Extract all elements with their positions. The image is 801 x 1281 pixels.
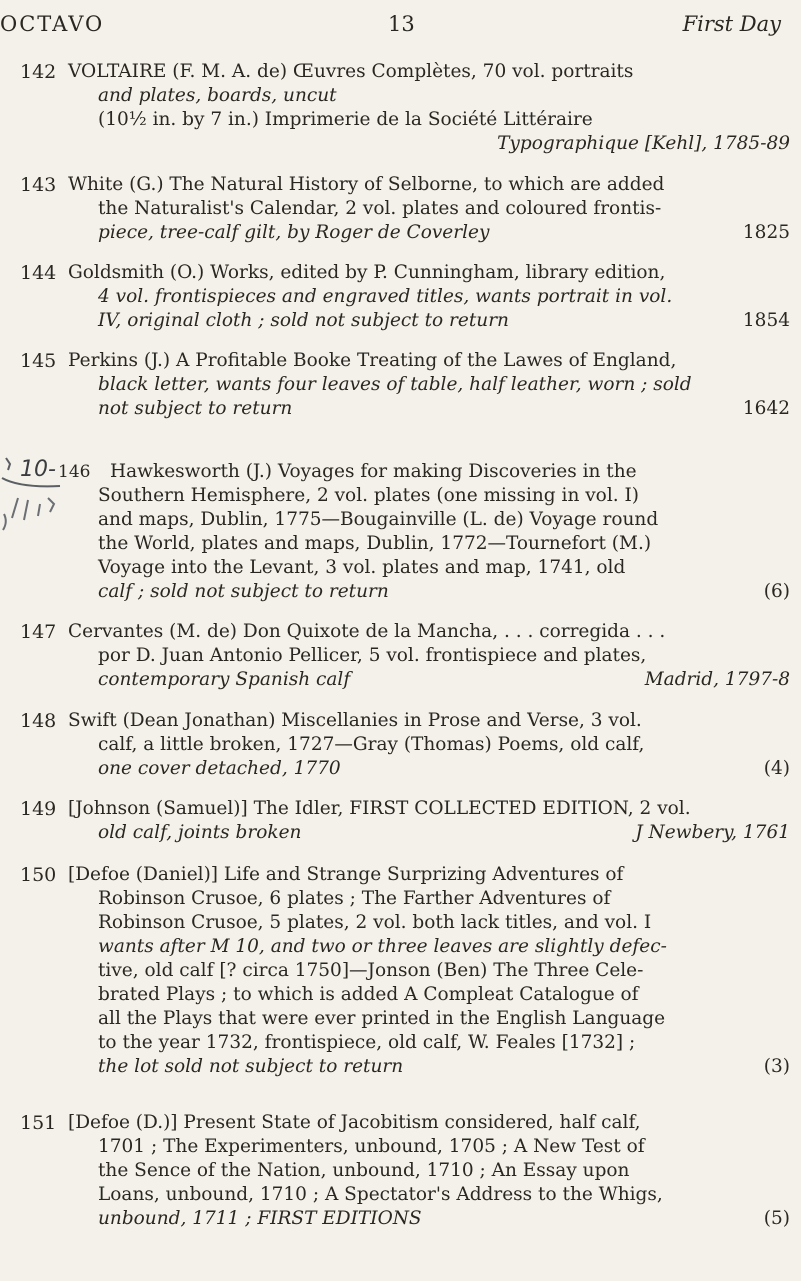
lot-description-cont (68, 484, 790, 604)
lot-number: 143 (20, 174, 57, 196)
lot-description (68, 620, 790, 692)
lot-number: 148 (20, 710, 57, 732)
lot-line: the Naturalist's Calendar, 2 vol. plates and coloured frontis- (98, 198, 662, 219)
lot-description (110, 460, 790, 484)
lot-description (68, 709, 790, 781)
lot-line: piece, tree-calf gilt, by Roger de Coverley (98, 222, 490, 243)
lot-line: Voyage into the Levant, 3 vol. plates and map, 1741, old (98, 557, 626, 578)
lot-line: Cervantes (M. de) Don Quixote de la Mancha, . . . corregida . . . (68, 621, 666, 642)
lot-number: 144 (20, 262, 57, 284)
lot-count: (4) (763, 758, 790, 779)
page-header (0, 12, 801, 42)
lot-line: all the Plays that were ever printed in the English Language (98, 1008, 666, 1029)
lot-number: 149 (20, 798, 57, 820)
lot-description (68, 863, 790, 1079)
lot-number: 147 (20, 621, 57, 643)
lot-number: 151 (20, 1112, 57, 1134)
lot-line: and maps, Dublin, 1775—Bougainville (L. de) Voyage round (98, 509, 659, 530)
lot-number: 150 (20, 864, 57, 886)
lot-line: Perkins (J.) A Profitable Booke Treating of the Lawes of England, (68, 350, 677, 371)
lot-line: Hawkesworth (J.) Voyages for making Discoveries in the (110, 461, 637, 482)
lot-line: por D. Juan Antonio Pellicer, 5 vol. frontispiece and plates, (98, 645, 647, 666)
lot-line: brated Plays ; to which is added A Compleat Catalogue of (98, 984, 639, 1005)
lot-line: the lot sold not subject to return (98, 1056, 404, 1077)
lot-line: Goldsmith (O.) Works, edited by P. Cunningham, library edition, (68, 262, 666, 283)
lot-date: Madrid, 1797-8 (644, 669, 790, 690)
lot-line: not subject to return (98, 398, 293, 419)
lot-number: 146 (58, 462, 91, 482)
lot-line: 1701 ; The Experimenters, unbound, 1705 ; A New Test of (98, 1136, 645, 1157)
lot-description (68, 261, 790, 333)
lot-line: Southern Hemisphere, 2 vol. plates (one missing in vol. I) (98, 485, 640, 506)
lot-number: 145 (20, 350, 57, 372)
lot-description (68, 173, 790, 245)
lot-count: (5) (763, 1208, 790, 1229)
lot-line: IV, original cloth ; sold not subject to return (98, 310, 509, 331)
lot-line: contemporary Spanish calf (98, 669, 351, 690)
lot-line: [Defoe (D.)] Present State of Jacobitism considered, half calf, (68, 1112, 641, 1133)
lot-line: wants after M 10, and two or three leaves are slightly defec- (98, 936, 667, 957)
lot-line: (10½ in. by 7 in.) Imprimerie de la Société Littéraire (98, 109, 593, 130)
lot-date: 1854 (742, 310, 790, 331)
lot-description (68, 797, 790, 845)
lot-line: VOLTAIRE (F. M. A. de) Œuvres Complètes, 70 vol. portraits (68, 61, 634, 82)
lot-date: 1825 (742, 222, 790, 243)
lot-line: to the year 1732, frontispiece, old calf, W. Feales [1732] ; (98, 1032, 636, 1053)
lot-description (68, 1111, 790, 1231)
lot-line: calf, a little broken, 1727—Gray (Thomas) Poems, old calf, (98, 734, 645, 755)
lot-line: [Defoe (Daniel)] Life and Strange Surprizing Adventures of (68, 864, 624, 885)
lot-imprint: J Newbery, 1761 (635, 822, 790, 843)
lot-description (68, 60, 790, 156)
lot-line: and plates, boards, uncut (98, 85, 337, 106)
lot-line: the Sence of the Nation, unbound, 1710 ; An Essay upon (98, 1160, 630, 1181)
lot-line: White (G.) The Natural History of Selborne, to which are added (68, 174, 665, 195)
lot-description (68, 349, 790, 421)
lot-line: the World, plates and maps, Dublin, 1772—Tournefort (M.) (98, 533, 652, 554)
header-day: First Day (682, 12, 781, 36)
lot-count: (6) (763, 581, 790, 602)
lot-line: unbound, 1711 ; FIRST EDITIONS (98, 1208, 422, 1229)
lot-line: black letter, wants four leaves of table, half leather, worn ; sold (98, 374, 692, 395)
lot-count: (3) (763, 1056, 790, 1077)
lot-line: Robinson Crusoe, 5 plates, 2 vol. both lack titles, and vol. I (98, 912, 652, 933)
header-format: OCTAVO (0, 12, 105, 36)
lot-line: Robinson Crusoe, 6 plates ; The Farther Adventures of (98, 888, 611, 909)
lot-line: one cover detached, 1770 (98, 758, 341, 779)
lot-line: Typographique [Kehl], 1785-89 (497, 133, 790, 154)
lot-line: Swift (Dean Jonathan) Miscellanies in Prose and Verse, 3 vol. (68, 710, 642, 731)
lot-line: old calf, joints broken (98, 822, 302, 843)
lot-line: tive, old calf [? circa 1750]—Jonson (Ben) The Three Cele- (98, 960, 644, 981)
handwritten-note: 10- (20, 457, 56, 482)
lot-line: calf ; sold not subject to return (98, 581, 389, 602)
lot-line: Loans, unbound, 1710 ; A Spectator's Address to the Whigs, (98, 1184, 663, 1205)
lot-number: 142 (20, 61, 57, 83)
lot-date: 1642 (742, 398, 790, 419)
page-number: 13 (388, 12, 415, 36)
lot-line: 4 vol. frontispieces and engraved titles, wants portrait in vol. (98, 286, 673, 307)
lot-line: [Johnson (Samuel)] The Idler, FIRST COLLECTED EDITION, 2 vol. (68, 798, 691, 819)
